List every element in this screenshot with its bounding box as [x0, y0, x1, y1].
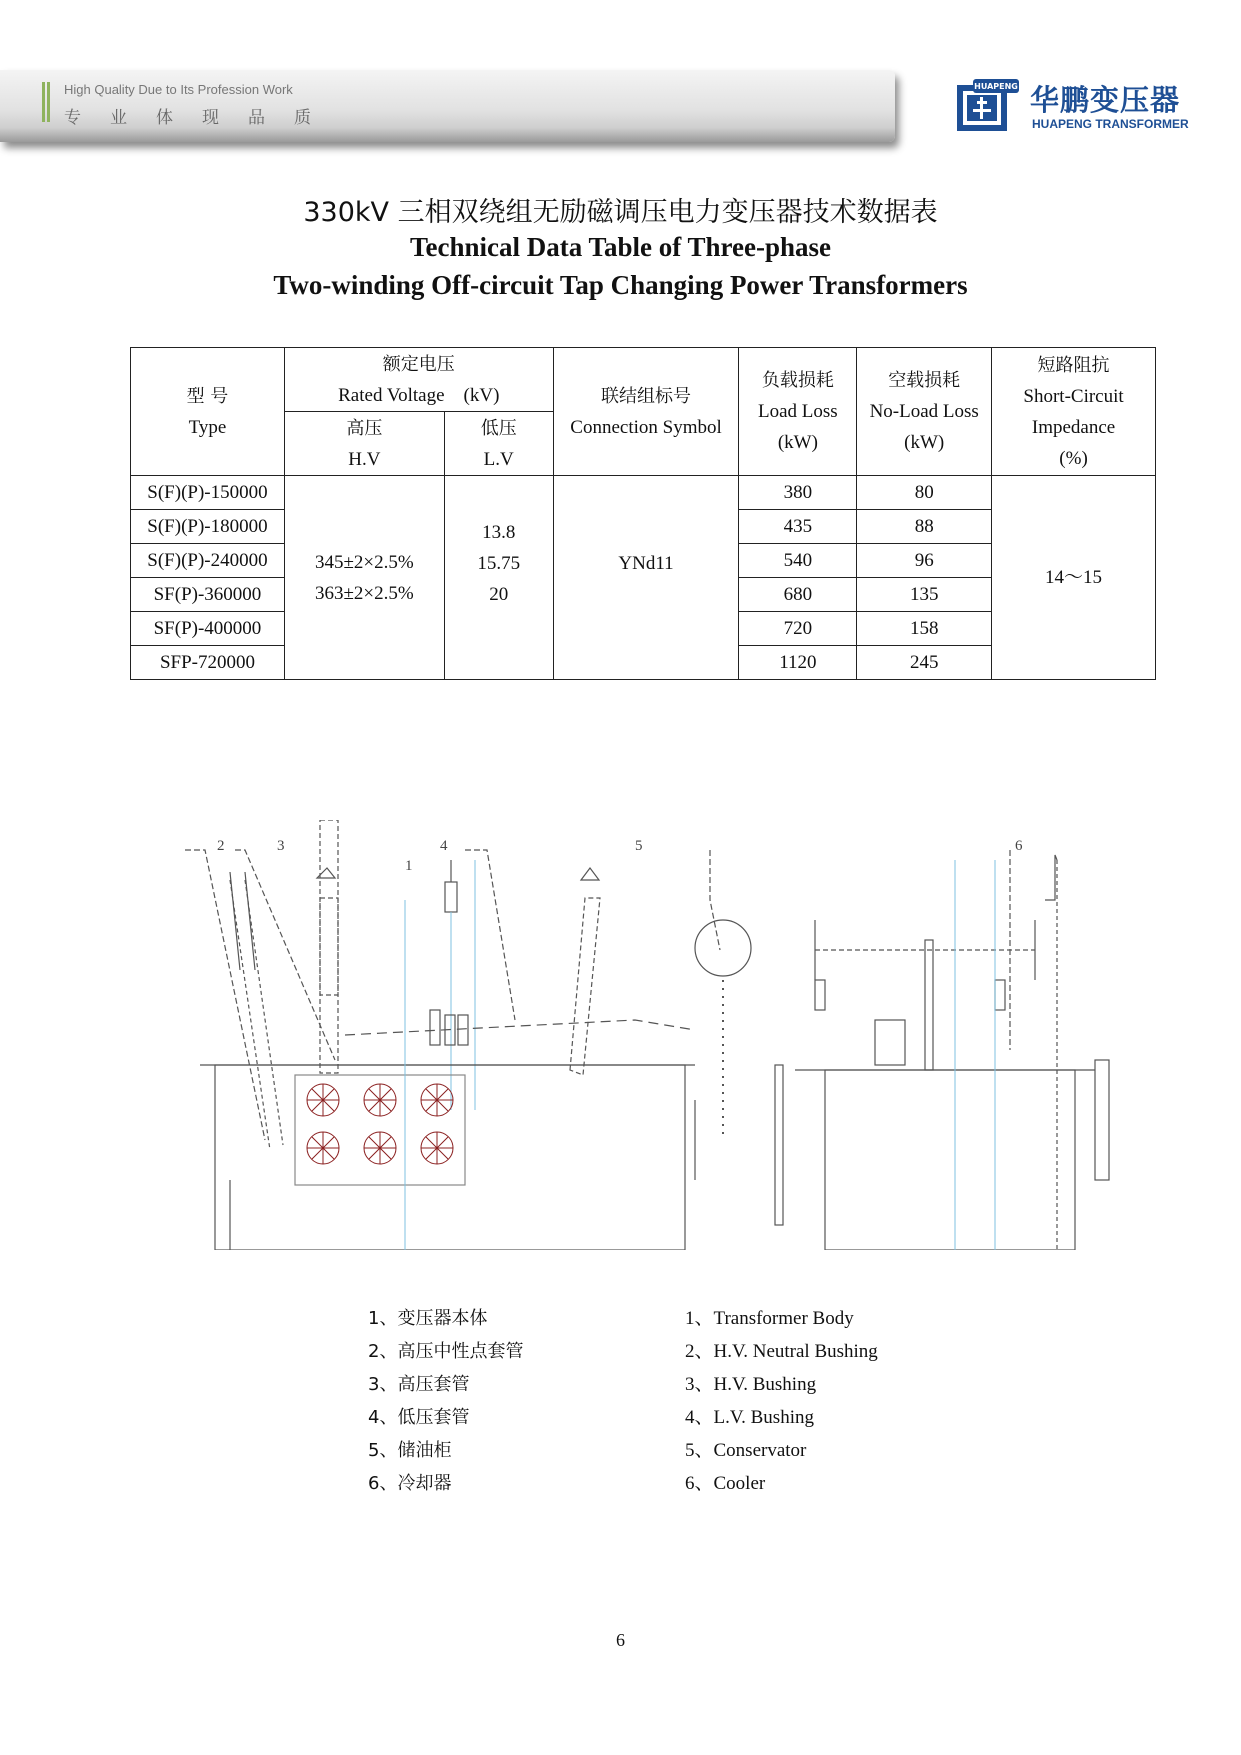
callout-label-1: 1	[405, 858, 413, 874]
header-load-loss-cn: 负载损耗	[761, 370, 834, 391]
legend-item: 2、H.V. Neutral Bushing	[685, 1341, 878, 1362]
legend-english	[685, 1302, 878, 1500]
cell-load-loss: 540	[739, 544, 857, 578]
header-impedance	[992, 348, 1156, 476]
callout-leader-5	[710, 850, 720, 950]
page-title-english-line2: Two-winding Off-circuit Tap Changing Power Transformers	[273, 270, 968, 300]
cell-hv-voltage	[284, 476, 444, 680]
cell-type: SF(P)-400000	[131, 612, 285, 646]
cell-lv-voltage-3: 20	[489, 584, 509, 605]
logo-badge-text: HUAPENG	[974, 82, 1018, 91]
callout-label-4: 4	[440, 838, 448, 854]
callout-label-5: 5	[635, 838, 643, 854]
transformer-tank-side-shape	[825, 1070, 1075, 1250]
legend-item: 6、Cooler	[685, 1473, 766, 1494]
header-rated-voltage-cn: 额定电压	[382, 353, 455, 375]
cell-noload-loss: 88	[857, 510, 992, 544]
header-impedance-cn: 短路阻抗	[1037, 354, 1110, 376]
cell-lv-voltage	[444, 476, 553, 680]
center-bushing-shape	[445, 882, 457, 912]
conservator-shape	[695, 920, 751, 976]
cell-lv-voltage-1: 13.8	[482, 522, 516, 543]
header-connection-symbol	[553, 348, 739, 476]
legend-item: 4、低压套管	[368, 1407, 470, 1428]
header-lv-cn: 低压	[480, 417, 517, 439]
header-hv-cn: 高压	[346, 417, 383, 439]
brand-name-english: HUAPENG TRANSFORMER	[1032, 117, 1189, 131]
legend-item: 4、L.V. Bushing	[685, 1407, 814, 1428]
cell-type: S(F)(P)-240000	[131, 544, 285, 578]
hv-bushing-left-shape	[320, 820, 338, 995]
page-title-english-line1: Technical Data Table of Three-phase	[409, 232, 832, 262]
header-connection-cn: 联结组标号	[601, 385, 692, 407]
lv-bushing-shape	[430, 1010, 440, 1045]
header-type	[131, 348, 285, 476]
huapeng-logo-icon	[955, 75, 1021, 135]
cell-hv-voltage-1: 345±2×2.5%	[314, 551, 414, 573]
technical-data-table	[130, 347, 1156, 680]
legend-chinese	[368, 1302, 523, 1500]
callout-label-2: 2	[217, 838, 225, 854]
callout-leader-2	[185, 850, 265, 1140]
slogan-english: High Quality Due to Its Profession Work	[64, 82, 293, 97]
cell-type: S(F)(P)-150000	[131, 476, 285, 510]
legend-item: 1、Transformer Body	[685, 1308, 854, 1329]
transformer-outline-drawing	[175, 820, 1170, 1250]
header-impedance-unit: (%)	[1059, 447, 1088, 469]
callout-leader-4	[465, 850, 515, 1020]
legend-item: 2、高压中性点套管	[368, 1341, 524, 1362]
slogan-chinese: 专业体现品质	[64, 108, 340, 128]
legend-item: 5、Conservator	[685, 1440, 807, 1461]
cell-noload-loss: 158	[857, 612, 992, 646]
header-lv	[444, 412, 553, 476]
callout-label-6: 6	[1015, 838, 1023, 854]
header-hv-en: H.V	[348, 448, 381, 470]
table-row	[131, 476, 1156, 510]
header-type-en: Type	[188, 416, 227, 438]
cell-load-loss: 680	[739, 578, 857, 612]
header-load-loss	[739, 348, 857, 476]
cell-type: SFP-720000	[131, 646, 285, 680]
cell-type: SF(P)-360000	[131, 578, 285, 612]
legend-item: 3、H.V. Bushing	[685, 1374, 817, 1395]
legend-item: 1、变压器本体	[368, 1308, 488, 1329]
header-hv	[284, 412, 444, 476]
brand-name-chinese: 华鹏变压器	[1030, 83, 1181, 117]
header-impedance-en1: Short-Circuit	[1023, 385, 1124, 407]
page-title-chinese: 330kV 三相双绕组无励磁调压电力变压器技术数据表	[303, 197, 938, 228]
cell-lv-voltage-2: 15.75	[477, 553, 521, 574]
side-bushing-shape	[925, 940, 933, 1070]
legend-item: 6、冷却器	[368, 1473, 452, 1494]
header-load-loss-unit: (kW)	[777, 432, 818, 453]
header-rated-voltage	[284, 348, 553, 412]
legend-item: 3、高压套管	[368, 1374, 470, 1395]
cell-noload-loss: 96	[857, 544, 992, 578]
cell-connection-symbol: YNd11	[553, 476, 739, 680]
cell-load-loss: 435	[739, 510, 857, 544]
cell-noload-loss: 80	[857, 476, 992, 510]
cell-load-loss: 380	[739, 476, 857, 510]
cell-load-loss: 720	[739, 612, 857, 646]
header-noload-loss-unit: (kW)	[904, 432, 945, 453]
header-lv-en: L.V	[483, 448, 514, 470]
header-noload-loss	[857, 348, 992, 476]
cell-noload-loss: 135	[857, 578, 992, 612]
cell-hv-voltage-2: 363±2×2.5%	[314, 582, 414, 604]
neutral-bushing-shape	[230, 872, 255, 970]
cell-load-loss: 1120	[739, 646, 857, 680]
cell-impedance: 14～15	[992, 476, 1156, 680]
cell-type: S(F)(P)-180000	[131, 510, 285, 544]
side-cooler-shape	[1095, 1060, 1109, 1180]
callout-label-3: 3	[277, 838, 285, 854]
header-noload-loss-cn: 空载损耗	[888, 370, 961, 391]
header-rated-voltage-en: Rated Voltage (kV)	[338, 384, 500, 406]
header-accent-bars	[42, 82, 56, 122]
hv-bushing-right-shape	[570, 898, 600, 1075]
header-impedance-en2: Impedance	[1031, 416, 1116, 438]
header-connection-en: Connection Symbol	[570, 416, 722, 438]
header-load-loss-en: Load Loss	[758, 401, 838, 422]
header-type-cn: 型 号	[186, 385, 229, 407]
cell-noload-loss: 245	[857, 646, 992, 680]
page-number: 6	[616, 1630, 625, 1650]
legend-item: 5、储油柜	[368, 1440, 452, 1461]
header-noload-loss-en: No-Load Loss	[869, 401, 979, 422]
